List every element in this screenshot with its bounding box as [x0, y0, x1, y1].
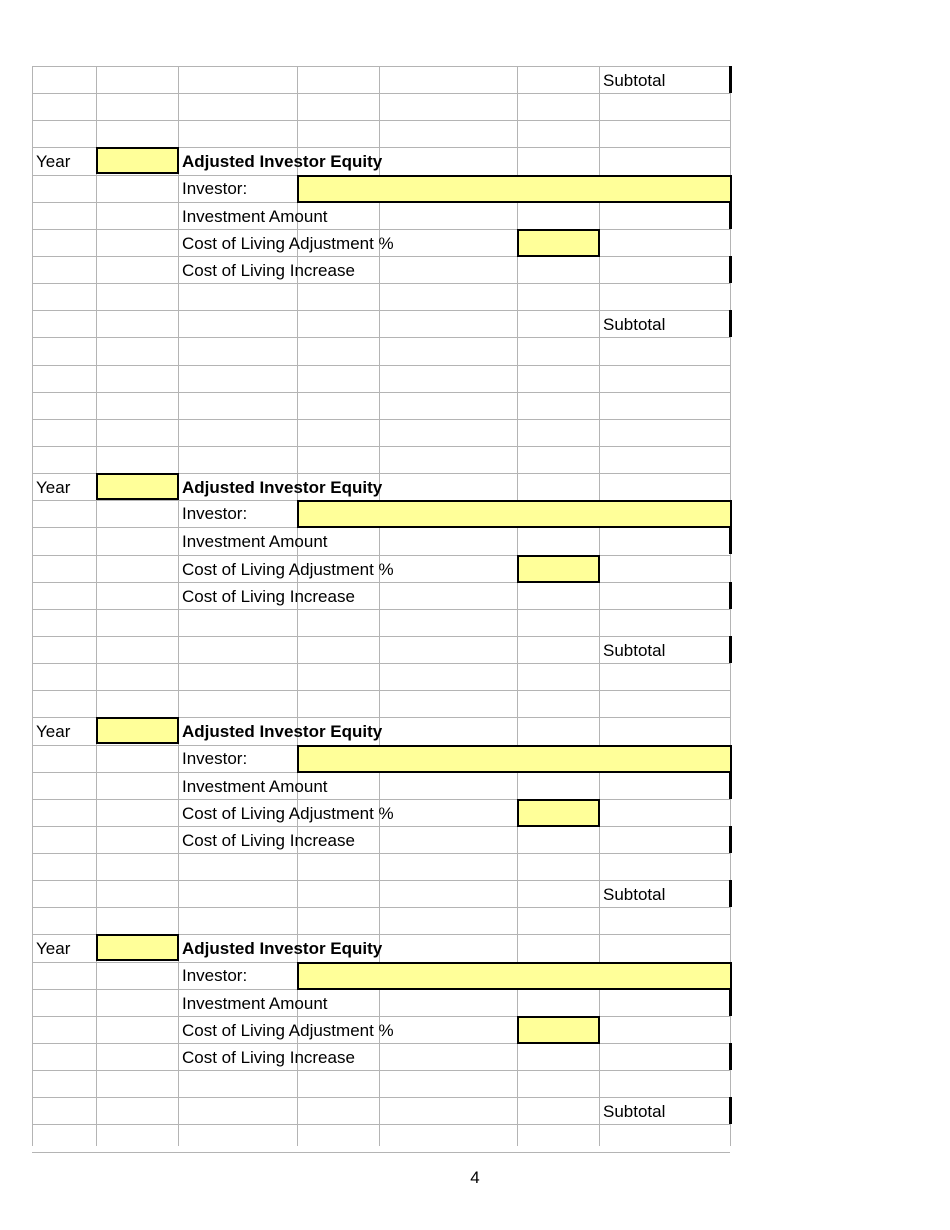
grid-row-line — [32, 636, 730, 637]
year-label: Year — [36, 152, 71, 172]
grid-row-line — [32, 1043, 730, 1044]
investor-name-input[interactable] — [297, 500, 732, 528]
investment-amount-label: Investment Amount — [182, 206, 328, 226]
grid-row-line — [32, 66, 730, 67]
amount-border — [729, 989, 732, 1016]
cola-percent-input[interactable] — [517, 1016, 600, 1044]
subtotal-label: Subtotal — [603, 71, 666, 90]
year-input[interactable] — [96, 717, 179, 744]
subtotal-label: Subtotal — [603, 885, 666, 905]
grid-column-line — [178, 66, 179, 1146]
investment-amount-label: Investment Amount — [182, 532, 328, 552]
grid-row-line — [32, 283, 730, 284]
cola-percent-input[interactable] — [517, 799, 600, 827]
cola-percent-label: Cost of Living Adjustment % — [182, 803, 394, 823]
grid-row-line — [32, 1016, 730, 1017]
year-input[interactable] — [96, 147, 179, 174]
cola-percent-label: Cost of Living Adjustment % — [182, 1020, 394, 1040]
amount-border — [729, 202, 732, 229]
subtotal-border — [729, 66, 732, 93]
cola-increase-label: Cost of Living Increase — [182, 830, 355, 850]
grid-row-line — [32, 609, 730, 610]
grid-row-line — [32, 880, 730, 881]
grid-row-line — [32, 1097, 730, 1098]
grid-row-line — [32, 1152, 730, 1153]
cola-percent-input[interactable] — [517, 229, 600, 257]
amount-border — [729, 527, 732, 554]
grid-row-line — [32, 826, 730, 827]
year-label: Year — [36, 939, 71, 959]
subtotal-border — [729, 880, 732, 907]
year-input[interactable] — [96, 934, 179, 961]
grid-row-line — [32, 229, 730, 230]
investor-label: Investor: — [182, 178, 248, 198]
increase-border — [729, 256, 732, 283]
grid-row-line — [32, 337, 730, 338]
grid-row-line — [32, 907, 730, 908]
year-label: Year — [36, 722, 71, 742]
section-title: Adjusted Investor Equity — [182, 939, 383, 959]
cola-percent-input[interactable] — [517, 555, 600, 583]
grid-row-line — [32, 1070, 730, 1071]
grid-column-line — [96, 66, 97, 1146]
investor-name-input[interactable] — [297, 745, 732, 773]
grid-row-line — [32, 1124, 730, 1125]
grid-row-line — [32, 120, 730, 121]
section-title: Adjusted Investor Equity — [182, 478, 383, 498]
investor-label: Investor: — [182, 748, 248, 768]
grid-column-line — [32, 66, 33, 1146]
grid-row-line — [32, 256, 730, 257]
subtotal-label: Subtotal — [603, 640, 666, 660]
cola-percent-label: Cost of Living Adjustment % — [182, 233, 394, 253]
year-label: Year — [36, 478, 71, 498]
grid-row-line — [32, 663, 730, 664]
investment-amount-label: Investment Amount — [182, 776, 328, 796]
grid-row-line — [32, 310, 730, 311]
grid-row-line — [32, 93, 730, 94]
subtotal-border — [729, 636, 732, 663]
cola-percent-label: Cost of Living Adjustment % — [182, 559, 394, 579]
grid-row-line — [32, 555, 730, 556]
investor-name-input[interactable] — [297, 962, 732, 990]
grid-row-line — [32, 853, 730, 854]
year-input[interactable] — [96, 473, 179, 500]
subtotal-label: Subtotal — [603, 1102, 666, 1122]
page-number: 4 — [470, 1168, 480, 1187]
grid-row-line — [32, 392, 730, 393]
grid-row-line — [32, 419, 730, 420]
section-title: Adjusted Investor Equity — [182, 152, 383, 172]
grid-row-line — [32, 446, 730, 447]
investor-name-input[interactable] — [297, 175, 732, 203]
increase-border — [729, 582, 732, 609]
spreadsheet-page — [32, 66, 730, 1146]
subtotal-label: Subtotal — [603, 315, 666, 335]
cola-increase-label: Cost of Living Increase — [182, 260, 355, 280]
subtotal-border — [729, 1097, 732, 1124]
amount-border — [729, 772, 732, 799]
increase-border — [729, 1043, 732, 1070]
cola-increase-label: Cost of Living Increase — [182, 1048, 355, 1068]
grid-row-line — [32, 365, 730, 366]
grid-row-line — [32, 690, 730, 691]
investment-amount-label: Investment Amount — [182, 993, 328, 1013]
increase-border — [729, 826, 732, 853]
cola-increase-label: Cost of Living Increase — [182, 586, 355, 606]
investor-label: Investor: — [182, 965, 248, 985]
grid-row-line — [32, 582, 730, 583]
section-title: Adjusted Investor Equity — [182, 722, 383, 742]
investor-label: Investor: — [182, 504, 248, 524]
grid-row-line — [32, 799, 730, 800]
subtotal-border — [729, 310, 732, 337]
